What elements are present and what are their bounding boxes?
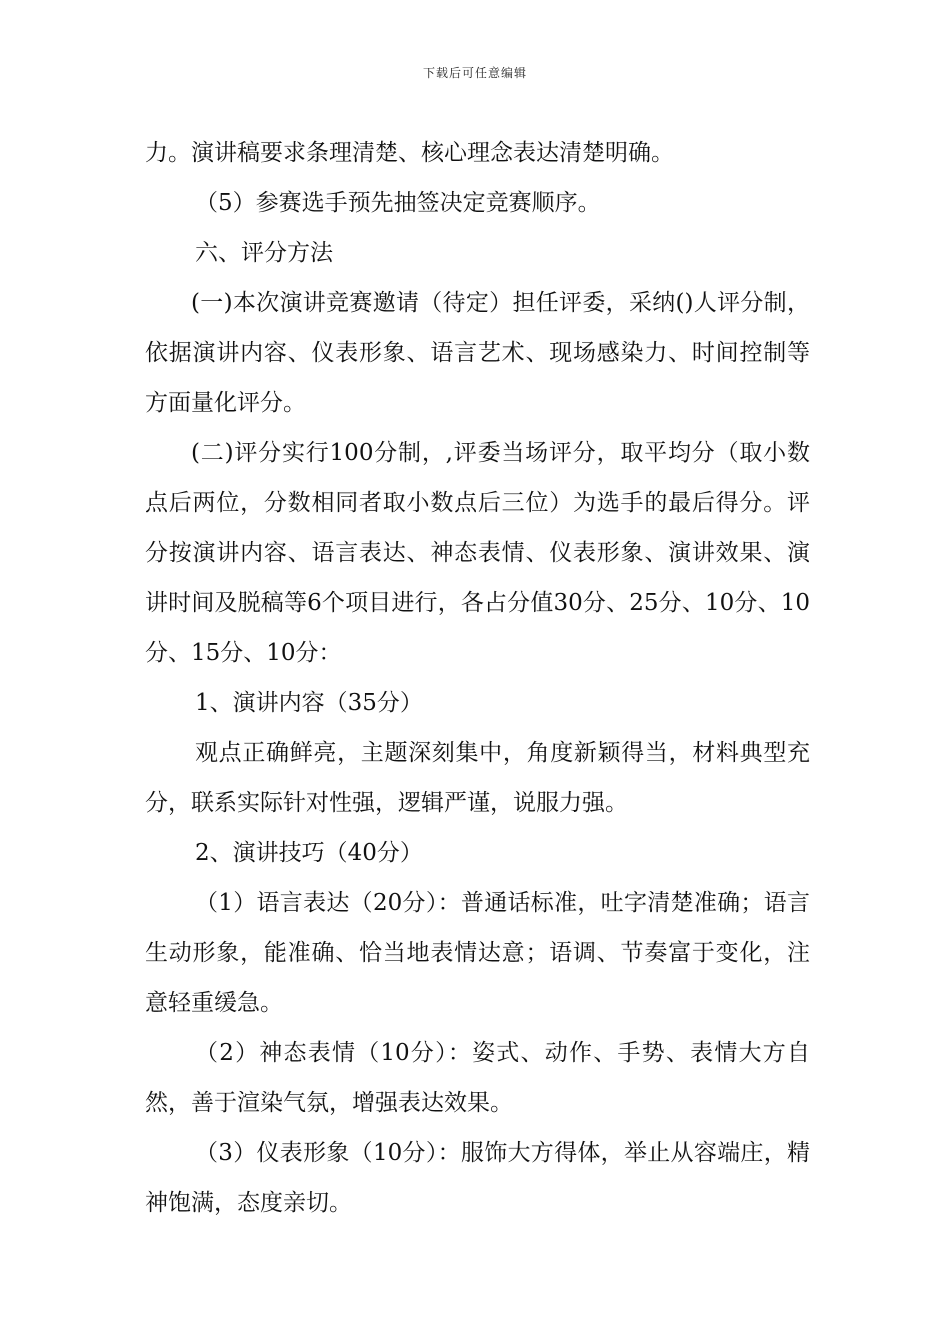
paragraph-content-criteria: 观点正确鲜亮，主题深刻集中，角度新颖得当，材料典型充分，联系实际针对性强，逻辑严谨，说服力强。 xyxy=(145,740,810,816)
paragraph-scoring-system: (二)评分实行100分制，,评委当场评分，取平均分（取小数点后两位，分数相同者取小数点后三位）为选手的最后得分。评分按演讲内容、语言表达、神态表情、仪表形象、演讲效果、演讲时间及脱稿等6个项目进行，各占分值30分、25分、10分、10分、15分、10分： xyxy=(145,440,810,666)
paragraph-demeanor: （2）神态表情（10分）：姿式、动作、手势、表情大方自然，善于渲染气氛，增强表达效果。 xyxy=(145,1040,810,1116)
item-heading-skills: 2、演讲技巧（40分） xyxy=(195,840,423,866)
document-body xyxy=(145,128,810,1228)
item-heading-content: 1、演讲内容（35分） xyxy=(195,690,423,716)
paragraph-rule-5: （5）参赛选手预先抽签决定竞赛顺序。 xyxy=(195,190,601,216)
paragraph-continuation: 力。演讲稿要求条理清楚、核心理念表达清楚明确。 xyxy=(145,140,674,166)
page-header-note: 下载后可任意编辑 xyxy=(422,66,527,80)
section-heading-scoring: 六、评分方法 xyxy=(195,240,333,266)
paragraph-appearance: （3）仪表形象（10分）：服饰大方得体，举止从容端庄，精神饱满，态度亲切。 xyxy=(145,1140,810,1216)
paragraph-judges: (一)本次演讲竞赛邀请（待定）担任评委，采纳()人评分制，依据演讲内容、仪表形象、语言艺术、现场感染力、时间控制等方面量化评分。 xyxy=(145,290,810,416)
paragraph-language-expression: （1）语言表达（20分）：普通话标准，吐字清楚准确；语言生动形象，能准确、恰当地表情达意；语调、节奏富于变化，注意轻重缓急。 xyxy=(145,890,810,1016)
